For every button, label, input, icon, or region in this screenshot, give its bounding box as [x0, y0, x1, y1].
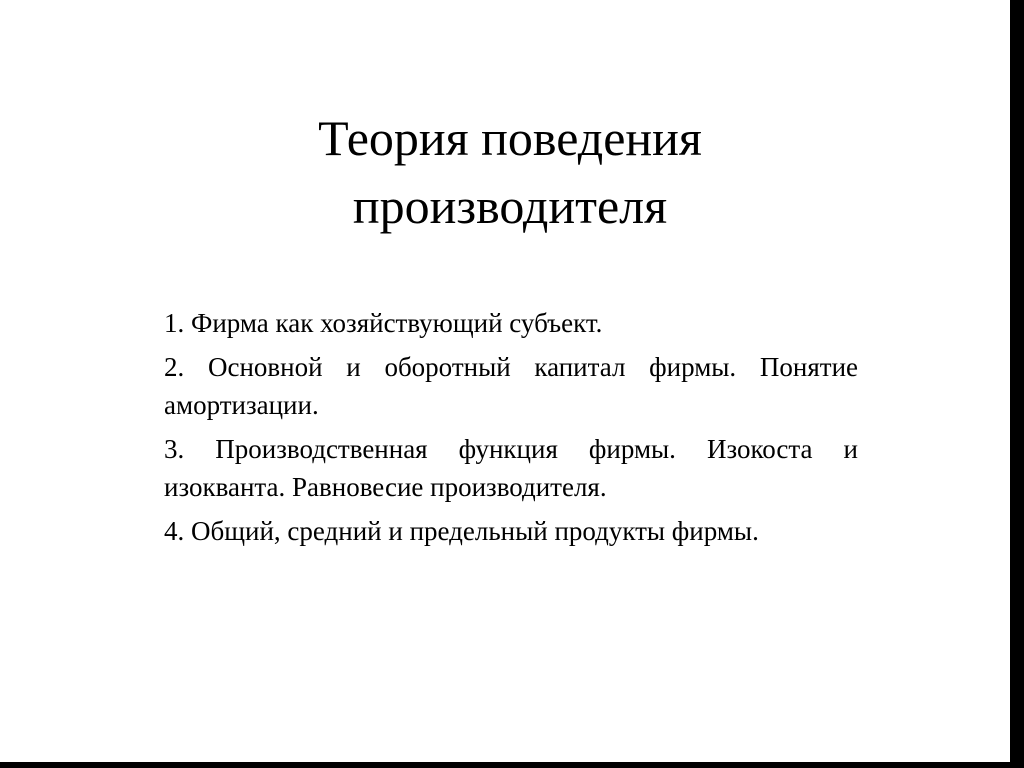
- topic-item-2: 2. Основной и оборотный капитал фирмы. Понятие амортизации.: [164, 352, 858, 420]
- slide-title: [100, 104, 920, 240]
- slide-title-line-1: Теория поведения: [318, 110, 702, 166]
- topic-list: [164, 304, 858, 556]
- topic-item-3: 3. Производственная функция фирмы. Изокоста и изокванта. Равновесие производителя.: [164, 434, 858, 502]
- topic-item-1: 1. Фирма как хозяйствующий субъект.: [164, 308, 603, 338]
- topic-item-4: 4. Общий, средний и предельный продукты фирмы.: [164, 516, 759, 546]
- slide-title-line-2: производителя: [352, 178, 668, 234]
